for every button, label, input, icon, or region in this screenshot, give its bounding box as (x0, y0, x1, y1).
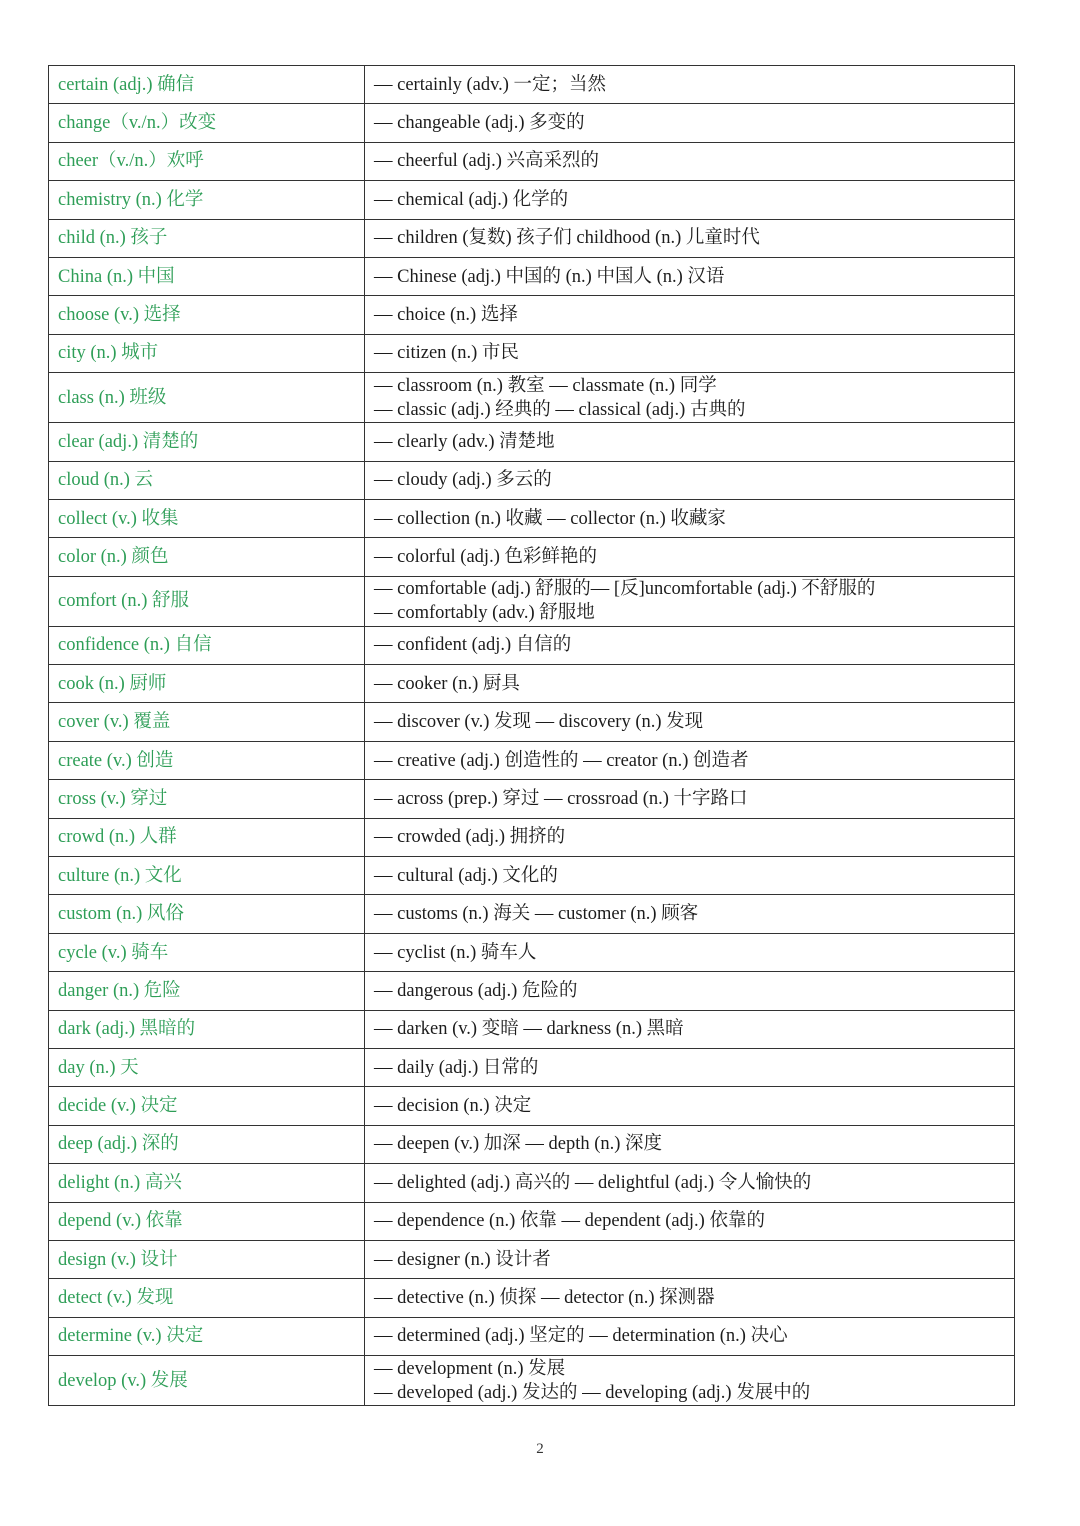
table-row (49, 1010, 1015, 1048)
table-row (49, 142, 1015, 180)
derivative-line: — Chinese (adj.) 中国的 (n.) 中国人 (n.) 汉语 (374, 266, 725, 287)
headword-cell: collect (v.) 收集 (49, 499, 365, 537)
derivatives-cell (365, 373, 1015, 423)
derivatives-cell (365, 703, 1015, 741)
headword-cell: design (v.) 设计 (49, 1240, 365, 1278)
headword-cell: comfort (n.) 舒服 (49, 576, 365, 626)
headword-cell: color (n.) 颜色 (49, 538, 365, 576)
derivatives-cell (365, 1048, 1015, 1086)
headword-cell: class (n.) 班级 (49, 373, 365, 423)
vocabulary-table-body (49, 66, 1015, 1406)
derivative-line: — cheerful (adj.) 兴高采烈的 (374, 151, 600, 172)
derivative-line: — decision (n.) 决定 (374, 1096, 532, 1117)
table-row (49, 1202, 1015, 1240)
derivatives-cell (365, 538, 1015, 576)
derivative-line: — cultural (adj.) 文化的 (374, 865, 558, 886)
derivatives-cell (365, 895, 1015, 933)
headword-cell: choose (v.) 选择 (49, 296, 365, 334)
table-row (49, 373, 1015, 423)
table-row (49, 1356, 1015, 1406)
derivative-line: — customs (n.) 海关 — customer (n.) 顾客 (374, 904, 699, 925)
derivative-line: — classic (adj.) 经典的 — classical (adj.) 古典的 (374, 399, 746, 420)
headword-cell: dark (adj.) 黑暗的 (49, 1010, 365, 1048)
derivative-line: — developed (adj.) 发达的 — developing (adj.) 发展中的 (374, 1382, 811, 1403)
headword-cell: create (v.) 创造 (49, 741, 365, 779)
table-row (49, 626, 1015, 664)
table-row (49, 780, 1015, 818)
derivatives-cell (365, 257, 1015, 295)
derivative-line: — detective (n.) 侦探 — detector (n.) 探测器 (374, 1288, 715, 1309)
derivative-line: — delighted (adj.) 高兴的 — delightful (adj.) 令人愉快的 (374, 1172, 812, 1193)
table-row (49, 576, 1015, 626)
derivatives-cell (365, 181, 1015, 219)
table-row (49, 895, 1015, 933)
derivatives-cell (365, 1356, 1015, 1406)
table-row (49, 257, 1015, 295)
derivatives-cell (365, 1164, 1015, 1202)
headword-cell: chemistry (n.) 化学 (49, 181, 365, 219)
derivatives-cell (365, 1087, 1015, 1125)
derivatives-cell (365, 972, 1015, 1010)
headword-cell: delight (n.) 高兴 (49, 1164, 365, 1202)
derivative-line: — discover (v.) 发现 — discovery (n.) 发现 (374, 712, 704, 733)
headword-cell: clear (adj.) 清楚的 (49, 423, 365, 461)
derivatives-cell (365, 219, 1015, 257)
derivatives-cell (365, 780, 1015, 818)
table-row (49, 219, 1015, 257)
headword-cell: crowd (n.) 人群 (49, 818, 365, 856)
derivatives-cell (365, 1202, 1015, 1240)
vocabulary-table (48, 65, 1015, 1406)
table-row (49, 933, 1015, 971)
table-row (49, 334, 1015, 372)
headword-cell: depend (v.) 依靠 (49, 1202, 365, 1240)
derivatives-cell (365, 1279, 1015, 1317)
derivative-line: — daily (adj.) 日常的 (374, 1057, 539, 1078)
headword-cell: cross (v.) 穿过 (49, 780, 365, 818)
derivatives-cell (365, 461, 1015, 499)
derivatives-cell (365, 576, 1015, 626)
derivative-line: — collection (n.) 收藏 — collector (n.) 收藏家 (374, 508, 726, 529)
derivative-line: — crowded (adj.) 拥挤的 (374, 827, 566, 848)
headword-cell: child (n.) 孩子 (49, 219, 365, 257)
derivative-line: — classroom (n.) 教室 — classmate (n.) 同学 (374, 375, 717, 396)
derivative-line: — dependence (n.) 依靠 — dependent (adj.) 依靠的 (374, 1211, 765, 1232)
derivative-line: — development (n.) 发展 (374, 1358, 566, 1379)
headword-cell: determine (v.) 决定 (49, 1317, 365, 1355)
headword-cell: danger (n.) 危险 (49, 972, 365, 1010)
derivatives-cell (365, 818, 1015, 856)
derivatives-cell (365, 104, 1015, 142)
headword-cell: China (n.) 中国 (49, 257, 365, 295)
headword-cell: change（v./n.）改变 (49, 104, 365, 142)
table-row (49, 296, 1015, 334)
derivative-line: — across (prep.) 穿过 — crossroad (n.) 十字路口 (374, 788, 748, 809)
derivative-line: — comfortable (adj.) 舒服的— [反]uncomfortable (adj.) 不舒服的 (374, 579, 876, 600)
derivative-line: — designer (n.) 设计者 (374, 1249, 551, 1270)
table-row (49, 538, 1015, 576)
table-row (49, 66, 1015, 104)
derivative-line: — chemical (adj.) 化学的 (374, 189, 569, 210)
headword-cell: decide (v.) 决定 (49, 1087, 365, 1125)
headword-cell: cycle (v.) 骑车 (49, 933, 365, 971)
headword-cell: certain (adj.) 确信 (49, 66, 365, 104)
headword-cell: cook (n.) 厨师 (49, 665, 365, 703)
headword-cell: custom (n.) 风俗 (49, 895, 365, 933)
table-row (49, 818, 1015, 856)
derivatives-cell (365, 1317, 1015, 1355)
table-row (49, 741, 1015, 779)
table-row (49, 1048, 1015, 1086)
derivative-line: — determined (adj.) 坚定的 — determination (n.) 决心 (374, 1326, 788, 1347)
derivative-line: — confident (adj.) 自信的 (374, 635, 572, 656)
table-row (49, 1279, 1015, 1317)
headword-cell: day (n.) 天 (49, 1048, 365, 1086)
derivative-line: — cyclist (n.) 骑车人 (374, 942, 537, 963)
derivatives-cell (365, 334, 1015, 372)
derivative-line: — darken (v.) 变暗 — darkness (n.) 黑暗 (374, 1019, 684, 1040)
derivative-line: — changeable (adj.) 多变的 (374, 113, 585, 134)
derivatives-cell (365, 66, 1015, 104)
derivative-line: — certainly (adv.) 一定；当然 (374, 74, 607, 95)
derivatives-cell (365, 665, 1015, 703)
headword-cell: detect (v.) 发现 (49, 1279, 365, 1317)
headword-cell: develop (v.) 发展 (49, 1356, 365, 1406)
derivatives-cell (365, 1125, 1015, 1163)
derivative-line: — cloudy (adj.) 多云的 (374, 470, 552, 491)
derivative-line: — clearly (adv.) 清楚地 (374, 431, 555, 452)
headword-cell: culture (n.) 文化 (49, 857, 365, 895)
table-row (49, 857, 1015, 895)
derivative-line: — choice (n.) 选择 (374, 305, 518, 326)
table-row (49, 104, 1015, 142)
headword-cell: cloud (n.) 云 (49, 461, 365, 499)
derivatives-cell (365, 142, 1015, 180)
table-row (49, 665, 1015, 703)
table-row (49, 972, 1015, 1010)
headword-cell: city (n.) 城市 (49, 334, 365, 372)
derivatives-cell (365, 1010, 1015, 1048)
derivative-line: — colorful (adj.) 色彩鲜艳的 (374, 546, 597, 567)
table-row (49, 1240, 1015, 1278)
derivative-line: — deepen (v.) 加深 — depth (n.) 深度 (374, 1134, 663, 1155)
derivatives-cell (365, 857, 1015, 895)
table-row (49, 461, 1015, 499)
table-row (49, 1087, 1015, 1125)
headword-cell: deep (adj.) 深的 (49, 1125, 365, 1163)
derivatives-cell (365, 626, 1015, 664)
derivatives-cell (365, 296, 1015, 334)
headword-cell: confidence (n.) 自信 (49, 626, 365, 664)
derivative-line: — creative (adj.) 创造性的 — creator (n.) 创造者 (374, 750, 749, 771)
headword-cell: cheer（v./n.）欢呼 (49, 142, 365, 180)
headword-cell: cover (v.) 覆盖 (49, 703, 365, 741)
derivative-line: — children (复数) 孩子们 childhood (n.) 儿童时代 (374, 228, 760, 249)
table-row (49, 1125, 1015, 1163)
page-number: 2 (536, 1441, 544, 1457)
table-row (49, 1317, 1015, 1355)
derivative-line: — cooker (n.) 厨具 (374, 673, 520, 694)
table-row (49, 703, 1015, 741)
table-row (49, 499, 1015, 537)
derivative-line: — citizen (n.) 市民 (374, 343, 519, 364)
derivatives-cell (365, 423, 1015, 461)
table-row (49, 181, 1015, 219)
derivative-line: — dangerous (adj.) 危险的 (374, 980, 578, 1001)
derivatives-cell (365, 741, 1015, 779)
table-row (49, 1164, 1015, 1202)
derivatives-cell (365, 1240, 1015, 1278)
table-row (49, 423, 1015, 461)
derivatives-cell (365, 499, 1015, 537)
derivative-line: — comfortably (adv.) 舒服地 (374, 603, 595, 624)
derivatives-cell (365, 933, 1015, 971)
